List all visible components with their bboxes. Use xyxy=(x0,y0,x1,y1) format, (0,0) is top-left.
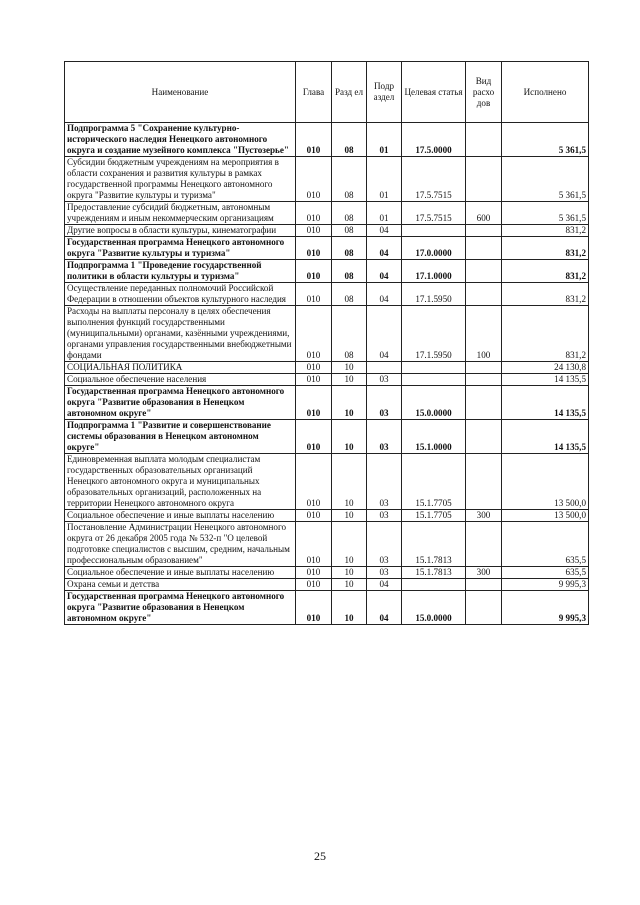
cell-vid: 300 xyxy=(466,567,502,579)
cell-razdel: 10 xyxy=(332,386,367,420)
table-row xyxy=(65,522,589,567)
cell-statya: 17.0.0000 xyxy=(402,237,466,260)
cell-name: Постановление Администрации Ненецкого автономного округа от 26 декабря 2005 года № 532-п "О целевой подготовке специалистов с высшим, средним, начальным профессиональным образованием" xyxy=(65,522,296,567)
cell-amount: 5 361,5 xyxy=(502,202,589,225)
cell-podrazdel: 01 xyxy=(367,157,402,202)
cell-razdel: 10 xyxy=(332,374,367,386)
cell-vid xyxy=(466,157,502,202)
cell-podrazdel: 04 xyxy=(367,283,402,306)
header-vid: Вид расхо дов xyxy=(466,62,502,123)
page-number: 25 xyxy=(314,849,326,863)
cell-name: Социальное обеспечение и иные выплаты населению xyxy=(65,510,296,522)
cell-podrazdel: 04 xyxy=(367,260,402,283)
cell-vid xyxy=(466,420,502,454)
table-row xyxy=(65,306,589,362)
cell-podrazdel: 03 xyxy=(367,567,402,579)
cell-razdel: 08 xyxy=(332,202,367,225)
cell-podrazdel: 03 xyxy=(367,420,402,454)
table-body xyxy=(65,123,589,625)
cell-amount: 9 995,3 xyxy=(502,579,589,591)
cell-name: Государственная программа Ненецкого автономного округа "Развитие культуры и туризма" xyxy=(65,237,296,260)
cell-statya: 17.5.7515 xyxy=(402,157,466,202)
cell-razdel: 10 xyxy=(332,510,367,522)
cell-glava: 010 xyxy=(296,591,332,625)
cell-statya: 15.0.0000 xyxy=(402,386,466,420)
cell-name: Охрана семьи и детства xyxy=(65,579,296,591)
cell-glava: 010 xyxy=(296,306,332,362)
cell-vid xyxy=(466,362,502,374)
cell-amount: 831,2 xyxy=(502,237,589,260)
cell-razdel: 10 xyxy=(332,579,367,591)
cell-razdel: 08 xyxy=(332,123,367,157)
cell-amount: 831,2 xyxy=(502,260,589,283)
cell-amount: 635,5 xyxy=(502,567,589,579)
cell-glava: 010 xyxy=(296,386,332,420)
cell-vid xyxy=(466,386,502,420)
table-row xyxy=(65,260,589,283)
cell-name: Социальное обеспечение и иные выплаты населению xyxy=(65,567,296,579)
cell-razdel: 08 xyxy=(332,225,367,237)
cell-razdel: 08 xyxy=(332,283,367,306)
cell-podrazdel: 04 xyxy=(367,579,402,591)
cell-glava: 010 xyxy=(296,420,332,454)
cell-amount: 831,2 xyxy=(502,283,589,306)
table-row xyxy=(65,567,589,579)
cell-statya: 17.1.5950 xyxy=(402,306,466,362)
cell-name: Подпрограмма 1 "Проведение государственной политики в области культуры и туризма" xyxy=(65,260,296,283)
header-glava: Глава xyxy=(296,62,332,123)
cell-podrazdel: 03 xyxy=(367,510,402,522)
cell-statya: 15.1.0000 xyxy=(402,420,466,454)
cell-vid xyxy=(466,283,502,306)
cell-podrazdel: 03 xyxy=(367,374,402,386)
cell-vid xyxy=(466,374,502,386)
cell-vid xyxy=(466,123,502,157)
table-row xyxy=(65,237,589,260)
cell-glava: 010 xyxy=(296,225,332,237)
header-razdel: Разд ел xyxy=(332,62,367,123)
cell-podrazdel: 04 xyxy=(367,591,402,625)
cell-name: Предоставление субсидий бюджетным, автономным учреждениям и иным некоммерческим организациям xyxy=(65,202,296,225)
cell-statya: 15.1.7705 xyxy=(402,454,466,510)
cell-name: Расходы на выплаты персоналу в целях обеспечения выполнения функций государственными (муниципальными) органами, казёнными учреждениями, органами управления государственными внебюджетными фондами xyxy=(65,306,296,362)
cell-razdel: 08 xyxy=(332,237,367,260)
cell-podrazdel: 03 xyxy=(367,454,402,510)
cell-glava: 010 xyxy=(296,510,332,522)
cell-podrazdel: 01 xyxy=(367,123,402,157)
cell-glava: 010 xyxy=(296,157,332,202)
cell-name: Субсидии бюджетным учреждениям на мероприятия в области сохранения и развития культуры в рамках государственной программы Ненецкого автономного округа "Развитие культуры и туризма" xyxy=(65,157,296,202)
cell-statya: 17.1.0000 xyxy=(402,260,466,283)
cell-statya xyxy=(402,579,466,591)
cell-amount: 5 361,5 xyxy=(502,157,589,202)
cell-name: Государственная программа Ненецкого автономного округа "Развитие образования в Ненецком автономном округе" xyxy=(65,386,296,420)
cell-vid: 100 xyxy=(466,306,502,362)
cell-vid xyxy=(466,522,502,567)
header-name: Наименование xyxy=(65,62,296,123)
cell-glava: 010 xyxy=(296,237,332,260)
cell-vid xyxy=(466,260,502,283)
cell-amount: 24 130,8 xyxy=(502,362,589,374)
cell-statya: 15.0.0000 xyxy=(402,591,466,625)
cell-vid xyxy=(466,591,502,625)
table-row xyxy=(65,157,589,202)
cell-vid xyxy=(466,454,502,510)
cell-glava: 010 xyxy=(296,362,332,374)
cell-glava: 010 xyxy=(296,123,332,157)
cell-vid xyxy=(466,237,502,260)
cell-statya: 15.1.7813 xyxy=(402,522,466,567)
cell-name: Единовременная выплата молодым специалистам государственных образовательных организаций Ненецкого автономного округа и муниципальных образовательных организаций, расположенных на территории Ненецкого автономного округа xyxy=(65,454,296,510)
table-row xyxy=(65,123,589,157)
cell-amount: 831,2 xyxy=(502,306,589,362)
cell-name: Другие вопросы в области культуры, кинематографии xyxy=(65,225,296,237)
cell-vid: 600 xyxy=(466,202,502,225)
table-row xyxy=(65,510,589,522)
cell-glava: 010 xyxy=(296,522,332,567)
table-row xyxy=(65,283,589,306)
cell-statya: 17.1.5950 xyxy=(402,283,466,306)
cell-podrazdel: 03 xyxy=(367,386,402,420)
cell-podrazdel: 04 xyxy=(367,225,402,237)
cell-podrazdel xyxy=(367,362,402,374)
cell-podrazdel: 04 xyxy=(367,237,402,260)
cell-glava: 010 xyxy=(296,283,332,306)
cell-statya xyxy=(402,225,466,237)
cell-vid xyxy=(466,579,502,591)
table-header-row xyxy=(65,62,589,123)
cell-razdel: 10 xyxy=(332,522,367,567)
cell-statya: 17.5.0000 xyxy=(402,123,466,157)
cell-statya: 15.1.7705 xyxy=(402,510,466,522)
header-podrazdel: Подр аздел xyxy=(367,62,402,123)
table-row xyxy=(65,202,589,225)
cell-podrazdel: 04 xyxy=(367,306,402,362)
cell-name: Государственная программа Ненецкого автономного округа "Развитие образования в Ненецком автономном округе" xyxy=(65,591,296,625)
cell-podrazdel: 01 xyxy=(367,202,402,225)
cell-razdel: 10 xyxy=(332,362,367,374)
header-statya: Целевая статья xyxy=(402,62,466,123)
cell-statya: 15.1.7813 xyxy=(402,567,466,579)
cell-amount: 9 995,3 xyxy=(502,591,589,625)
cell-name: Подпрограмма 5 "Сохранение культурно-исторического наследия Ненецкого автономного округа и создание музейного комплекса "Пустозерье" xyxy=(65,123,296,157)
cell-razdel: 08 xyxy=(332,306,367,362)
cell-razdel: 10 xyxy=(332,567,367,579)
cell-razdel: 10 xyxy=(332,591,367,625)
table-row xyxy=(65,374,589,386)
cell-statya: 17.5.7515 xyxy=(402,202,466,225)
cell-glava: 010 xyxy=(296,374,332,386)
cell-statya xyxy=(402,362,466,374)
header-amount: Исполнено xyxy=(502,62,589,123)
cell-amount: 14 135,5 xyxy=(502,386,589,420)
cell-name: СОЦИАЛЬНАЯ ПОЛИТИКА xyxy=(65,362,296,374)
table-row xyxy=(65,225,589,237)
cell-vid: 300 xyxy=(466,510,502,522)
table-row xyxy=(65,420,589,454)
cell-amount: 831,2 xyxy=(502,225,589,237)
table-row xyxy=(65,591,589,625)
cell-glava: 010 xyxy=(296,260,332,283)
cell-glava: 010 xyxy=(296,454,332,510)
table-row xyxy=(65,386,589,420)
cell-glava: 010 xyxy=(296,567,332,579)
cell-name: Социальное обеспечение населения xyxy=(65,374,296,386)
cell-glava: 010 xyxy=(296,202,332,225)
cell-glava: 010 xyxy=(296,579,332,591)
budget-table xyxy=(64,61,589,625)
cell-name: Осуществление переданных полномочий Российской Федерации в отношении объектов культурного наследия xyxy=(65,283,296,306)
cell-amount: 13 500,0 xyxy=(502,454,589,510)
cell-razdel: 10 xyxy=(332,454,367,510)
cell-razdel: 10 xyxy=(332,420,367,454)
budget-table-container xyxy=(64,61,588,625)
cell-podrazdel: 03 xyxy=(367,522,402,567)
table-row xyxy=(65,454,589,510)
cell-statya xyxy=(402,374,466,386)
table-row xyxy=(65,362,589,374)
cell-amount: 13 500,0 xyxy=(502,510,589,522)
cell-amount: 635,5 xyxy=(502,522,589,567)
cell-razdel: 08 xyxy=(332,157,367,202)
cell-razdel: 08 xyxy=(332,260,367,283)
table-row xyxy=(65,579,589,591)
cell-name: Подпрограмма 1 "Развитие и совершенствование системы образования в Ненецком автономном округе" xyxy=(65,420,296,454)
cell-amount: 14 135,5 xyxy=(502,420,589,454)
cell-vid xyxy=(466,225,502,237)
cell-amount: 5 361,5 xyxy=(502,123,589,157)
cell-amount: 14 135,5 xyxy=(502,374,589,386)
